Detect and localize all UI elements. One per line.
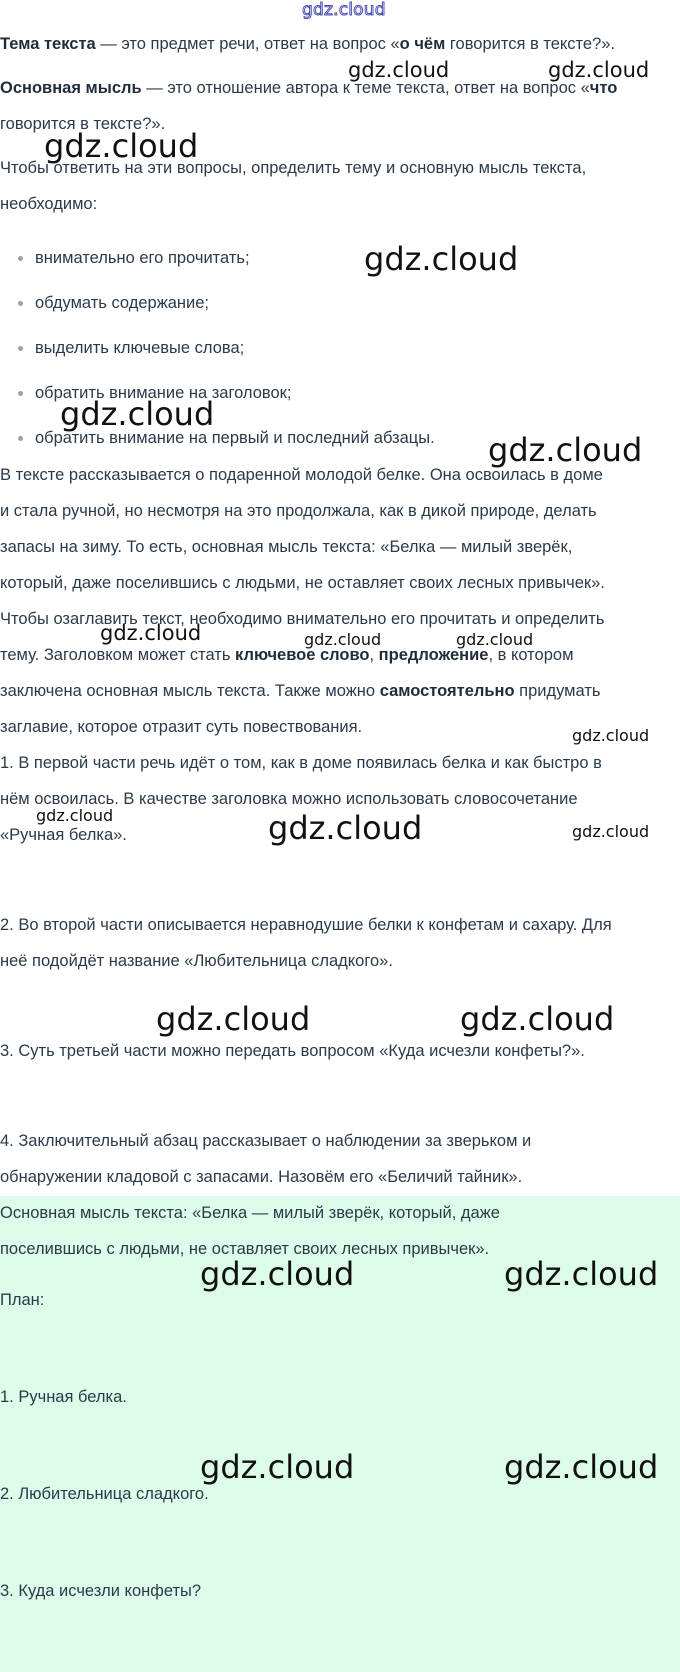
watermark: gdz.cloud bbox=[504, 1255, 659, 1293]
watermark: gdz.cloud bbox=[460, 1000, 615, 1038]
part-3: 3. Суть третьей части можно передать вопросом «Куда исчезли конфеты?». bbox=[0, 1042, 585, 1060]
plan-item: 1. Ручная белка. bbox=[0, 1388, 127, 1406]
watermark: gdz.cloud bbox=[456, 630, 534, 649]
title-hint-line: тему. Заголовком может стать ключевое слово, предложение, в котором bbox=[0, 646, 574, 664]
list-item: внимательно его прочитать; bbox=[35, 249, 250, 267]
bullet-icon bbox=[18, 346, 23, 351]
part-1: нём освоилась. В качестве заголовка можно использовать словосочетание bbox=[0, 790, 578, 808]
list-item: выделить ключевые слова; bbox=[35, 339, 245, 357]
watermark: gdz.cloud bbox=[60, 395, 215, 433]
watermark: gdz.cloud bbox=[302, 0, 386, 20]
watermark: gdz.cloud bbox=[364, 240, 519, 278]
topic-definition: Тема текста — это предмет речи, ответ на вопрос «о чём говорится в тексте?». bbox=[0, 35, 616, 53]
how-to-text: Чтобы ответить на эти вопросы, определить тему и основную мысль текста, bbox=[0, 159, 587, 177]
bullet-icon bbox=[18, 301, 23, 306]
part-4: обнаружении кладовой с запасами. Назовём его «Беличий тайник». bbox=[0, 1168, 523, 1186]
watermark: gdz.cloud bbox=[572, 822, 650, 841]
watermark: gdz.cloud bbox=[572, 726, 650, 745]
watermark: gdz.cloud bbox=[200, 1448, 355, 1486]
watermark: gdz.cloud bbox=[44, 127, 199, 165]
list-item: обратить внимание на первый и последний абзацы. bbox=[35, 429, 435, 447]
bullet-icon bbox=[18, 436, 23, 441]
part-4: 4. Заключительный абзац рассказывает о наблюдении за зверьком и bbox=[0, 1132, 532, 1150]
title-hint-line: заглавие, которое отразит суть повествования. bbox=[0, 718, 363, 736]
watermark: gdz.cloud bbox=[100, 621, 202, 645]
bullet-icon bbox=[18, 256, 23, 261]
plan-label: План: bbox=[0, 1291, 45, 1309]
watermark: gdz.cloud bbox=[36, 806, 114, 825]
part-1: «Ручная белка». bbox=[0, 826, 127, 844]
watermark: gdz.cloud bbox=[488, 431, 643, 469]
title-hint-line: заключена основная мысль текста. Также можно самостоятельно придумать bbox=[0, 682, 601, 700]
watermark: gdz.cloud bbox=[548, 58, 650, 82]
analysis-line: запасы на зиму. То есть, основная мысль текста: «Белка — милый зверёк, bbox=[0, 538, 573, 556]
part-2: 2. Во второй части описывается неравнодушие белки к конфетам и сахару. Для bbox=[0, 916, 612, 934]
watermark: gdz.cloud bbox=[348, 58, 450, 82]
list-item: обратить внимание на заголовок; bbox=[35, 384, 292, 402]
bullet-icon bbox=[18, 391, 23, 396]
watermark: gdz.cloud bbox=[268, 809, 423, 847]
watermark: gdz.cloud bbox=[156, 1000, 311, 1038]
main-idea-definition: Основная мысль — это отношение автора к теме текста, ответ на вопрос «что bbox=[0, 79, 618, 97]
answer-idea: Основная мысль текста: «Белка — милый зверёк, который, даже bbox=[0, 1204, 500, 1222]
watermark: gdz.cloud bbox=[200, 1255, 355, 1293]
analysis-line: и стала ручной, но несмотря на это продолжала, как в дикой природе, делать bbox=[0, 502, 597, 520]
main-idea-definition-cont: говорится в тексте?». bbox=[0, 115, 166, 133]
plan-item: 2. Любительница сладкого. bbox=[0, 1485, 209, 1503]
watermark: gdz.cloud bbox=[304, 630, 382, 649]
watermark: gdz.cloud bbox=[504, 1448, 659, 1486]
list-item: обдумать содержание; bbox=[35, 294, 210, 312]
part-1: 1. В первой части речь идёт о том, как в доме появилась белка и как быстро в bbox=[0, 754, 602, 772]
analysis-line: который, даже поселившись с людьми, не оставляет своих лесных привычек». bbox=[0, 574, 605, 592]
part-2: неё подойдёт название «Любительница сладкого». bbox=[0, 952, 393, 970]
analysis-line: В тексте рассказывается о подаренной молодой белке. Она освоилась в доме bbox=[0, 466, 603, 484]
plan-item: 3. Куда исчезли конфеты? bbox=[0, 1582, 202, 1600]
answer-idea: поселившись с людьми, не оставляет своих лесных привычек». bbox=[0, 1240, 490, 1258]
analysis-line: Чтобы озаглавить текст, необходимо внимательно его прочитать и определить bbox=[0, 610, 605, 628]
how-to-text-cont: необходимо: bbox=[0, 195, 98, 213]
